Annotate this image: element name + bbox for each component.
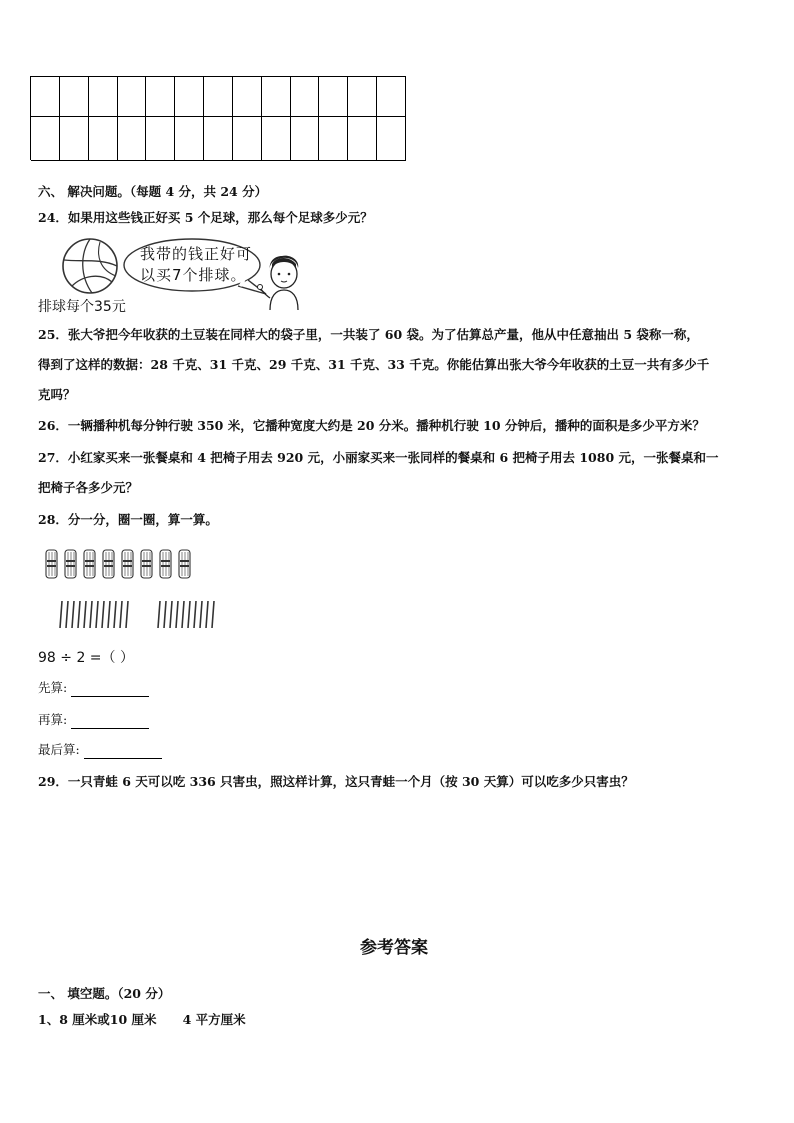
step-first-label: 先算:	[38, 680, 68, 695]
step-last	[38, 741, 162, 759]
step-second-label: 再算:	[38, 712, 68, 727]
question-24: 24．如果用这些钱正好买 5 个足球，那么每个足球多少元？	[38, 210, 373, 225]
loose-sticks-illustration	[56, 598, 220, 630]
step-first	[38, 679, 149, 697]
question-29: 29．一只青蛙 6 天可以吃 336 只害虫，照这样计算，这只青蛙一个月（按 30 天算）可以吃多少只害虫？	[38, 774, 634, 789]
step-last-blank[interactable]	[84, 758, 162, 759]
step-first-blank[interactable]	[71, 696, 149, 697]
stick-bundles-illustration	[42, 547, 202, 581]
question-28: 28．分一分，圈一圈，算一算。	[38, 512, 218, 527]
question-26: 26．一辆播种机每分钟行驶 350 米，它播种宽度大约是 20 分米。播种机行驶 10 分钟后，播种的面积是多少平方米？	[38, 418, 705, 433]
question-25-line-3: 克吗？	[38, 387, 76, 402]
answer-grid	[30, 76, 406, 160]
boy-illustration	[256, 250, 312, 312]
section-heading: 六、 解决问题。（每题 4 分，共 24 分）	[38, 184, 268, 199]
step-second-blank[interactable]	[71, 728, 149, 729]
volleyball-icon	[60, 236, 120, 296]
answer-section-heading: 一、 填空题。（20 分）	[38, 986, 171, 1001]
bubble-line-2: 以买7个排球。	[140, 266, 247, 284]
question-25-line-2: 得到了这样的数据：28 千克、31 千克、29 千克、31 千克、33 千克。你能估算出张大爷今年收获的土豆一共有多少千	[38, 357, 710, 372]
step-last-label: 最后算:	[38, 742, 80, 757]
question-25-line-1: 25．张大爷把今年收获的土豆装在同样大的袋子里，一共装了 60 袋。为了估算总产量，他从中任意抽出 5 袋称一称，	[38, 327, 699, 342]
step-second	[38, 711, 149, 729]
volleyball-price-label: 排球每个35元	[38, 299, 126, 315]
question-27-line-2: 把椅子各多少元？	[38, 480, 139, 495]
answer-key-title: 参考答案	[360, 938, 428, 958]
answer-1: 1、8 厘米或10 厘米 4 平方厘米	[38, 1012, 246, 1027]
question-27-line-1: 27．小红家买来一张餐桌和 4 把椅子用去 920 元，小丽家买来一张同样的餐桌和 6 把椅子用去 1080 元，一张餐桌和一	[38, 450, 719, 465]
division-equation: 98 ÷ 2 =（ ）	[38, 650, 134, 666]
bubble-line-1: 我带的钱正好可	[140, 245, 253, 263]
